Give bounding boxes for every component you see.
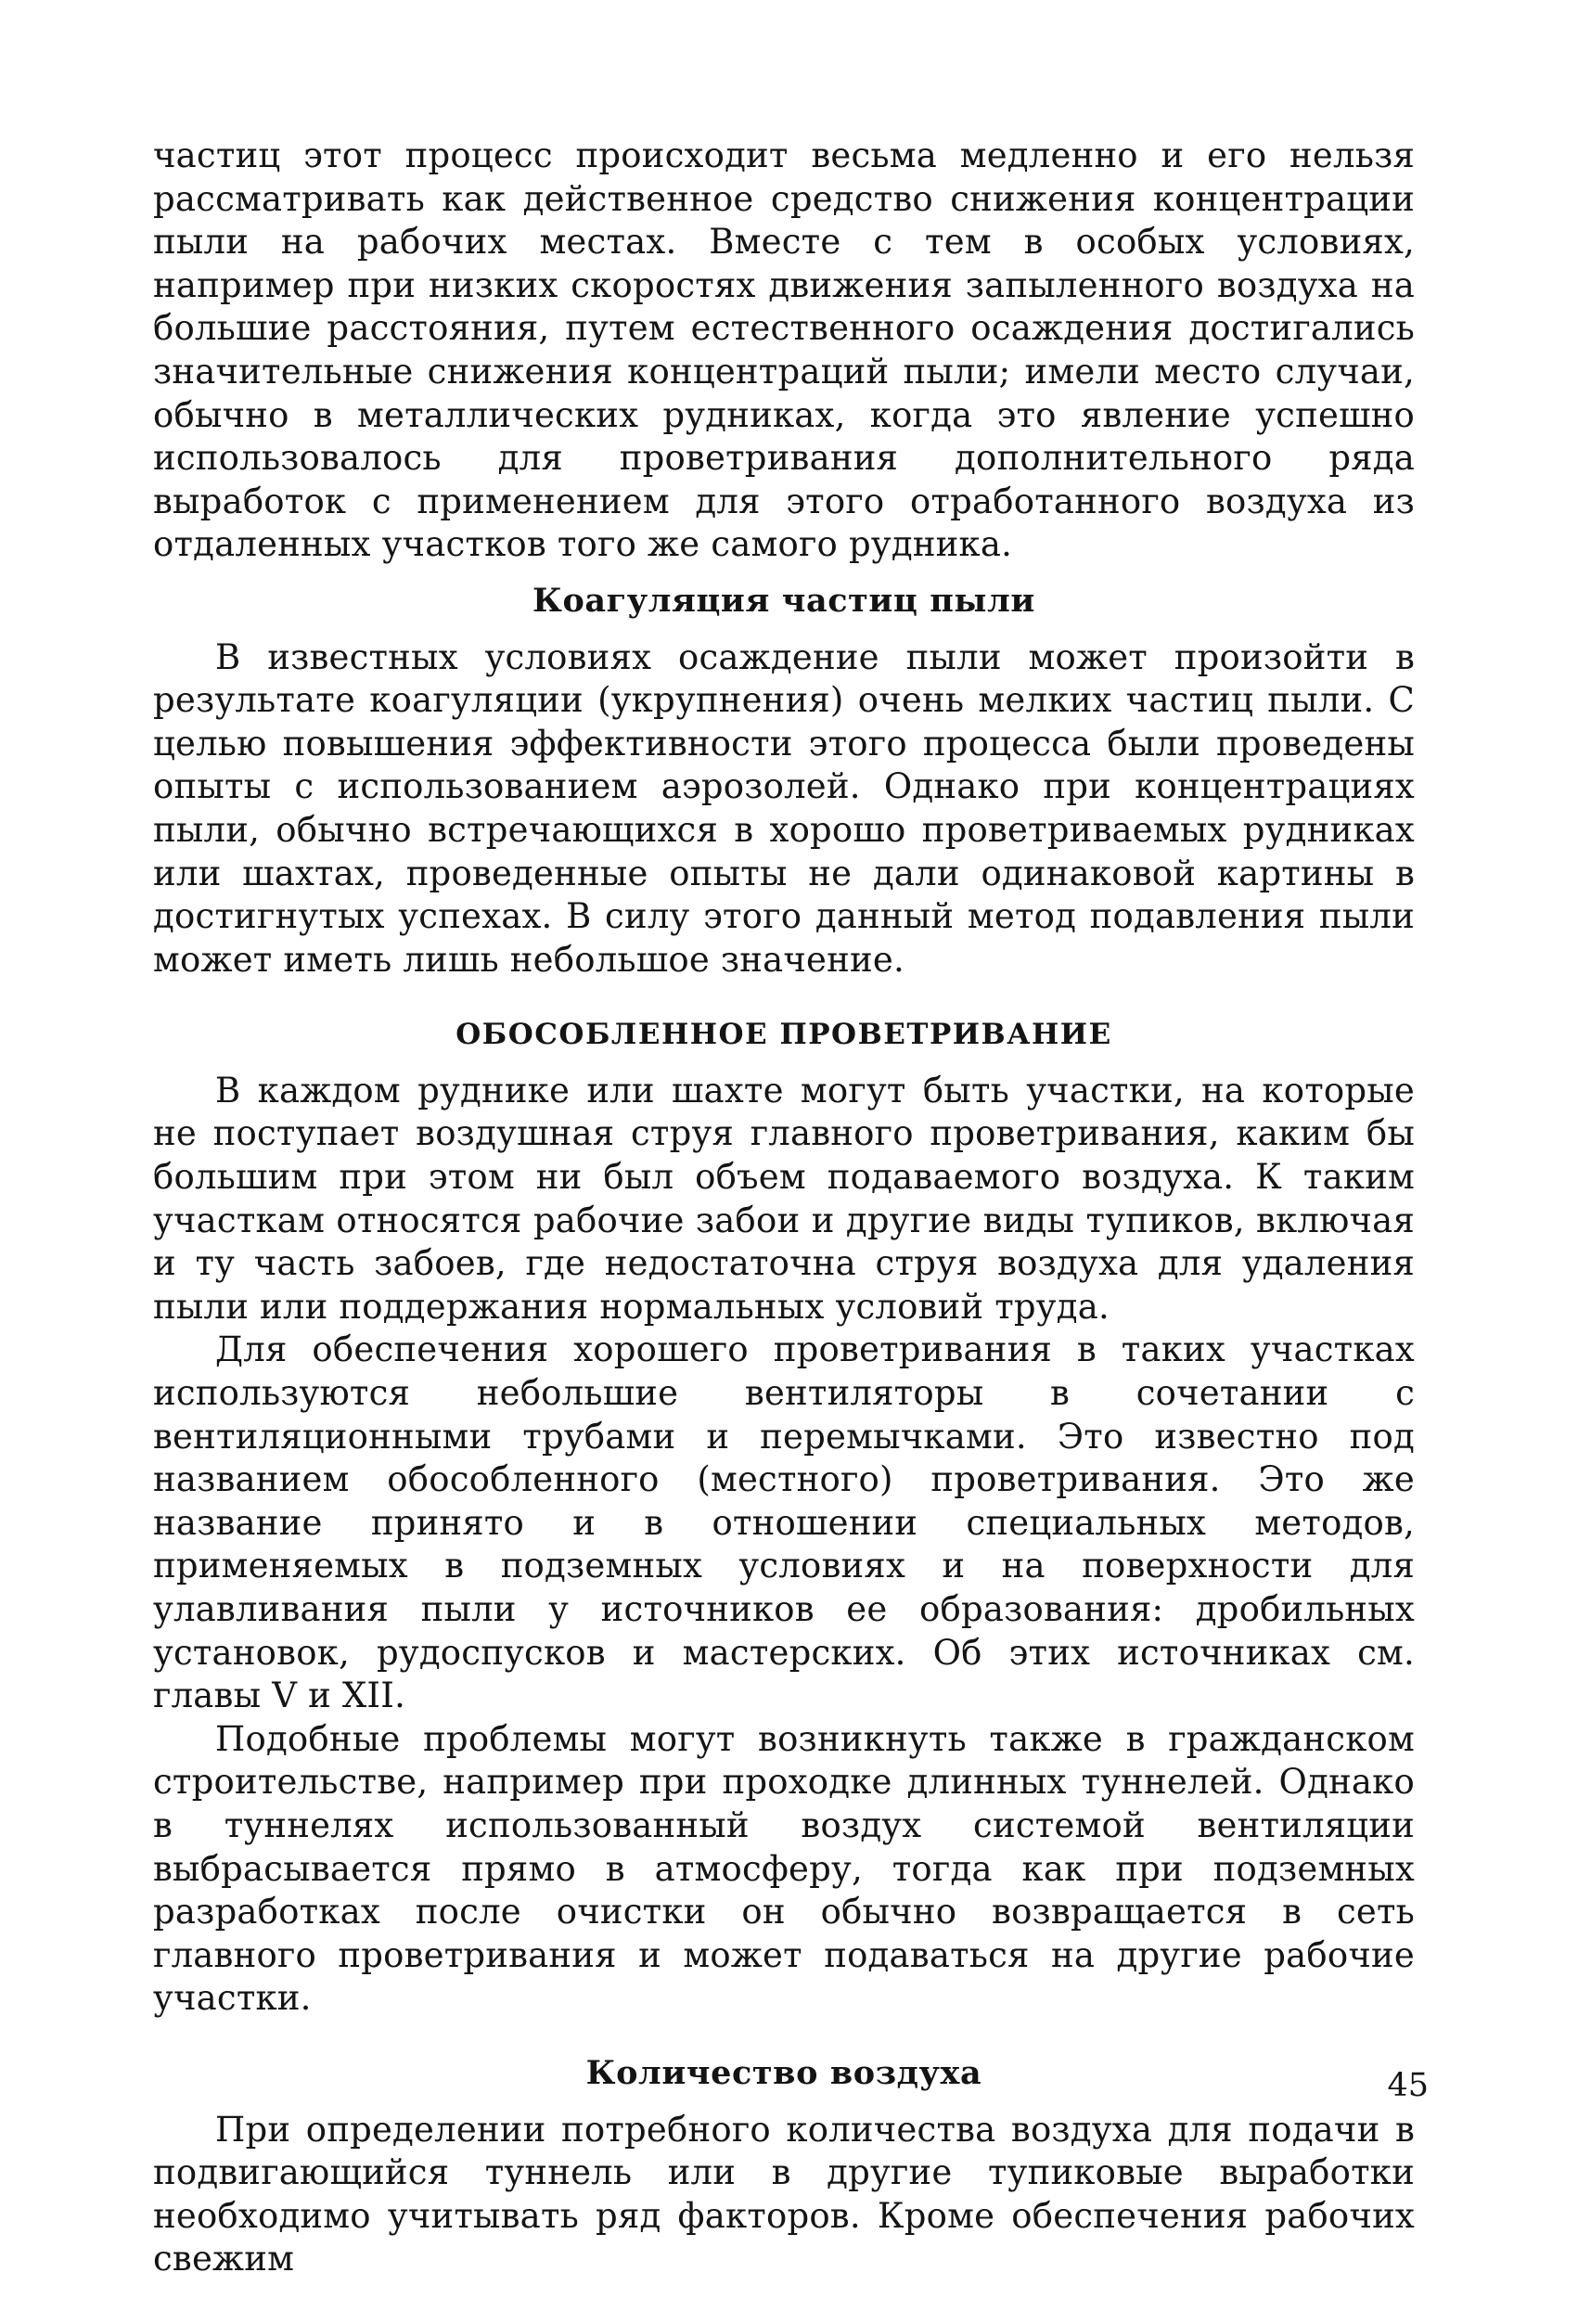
paragraph-coagulation: В известных условиях осаждение пыли может произойти в результате коагуляции (укрупнения) очень мелких частиц пыли. С целью повышения эффективности этого процесса были проведены опыты с использованием аэрозолей. Однако при концентрациях пыли, обычно встречающихся в хорошо проветриваемых рудниках или шахтах, проведенные опыты не дали одинаковой картины в достигнутых успехах. В силу этого данный метод подавления пыли может иметь лишь небольшое значение. <box>153 636 1415 980</box>
paragraph-tunnels: Подобные проблемы могут возникнуть также в гражданском строительстве, например при проходке длинных туннелей. Однако в туннелях использованный воздух системой вентиляции выбрасывается прямо в атмосферу, тогда как при подземных разработках после очистки он обычно возвращается в сеть главного проветривания и может подаваться на другие рабочие участки. <box>153 1718 1415 2019</box>
paragraph-local-fans: Для обеспечения хорошего проветривания в таких участках используются небольшие вентиляторы в сочетании с вентиляционными трубами и перемычками. Это известно под названием обособленного (местного) проветривания. Это же название принято и в отношении специальных методов, применяемых в подземных условиях и на поверхности для улавливания пыли у источников ее образования: дробильных установок, рудоспусков и мастерских. Об этих источниках см. главы V и XII. <box>153 1329 1415 1716</box>
paragraph-settling-continuation: частиц этот процесс происходит весьма медленно и его нельзя рассматривать как действенное средство снижения концентрации пыли на рабочих местах. Вместе с тем в особых условиях, например при низких скоростях движения запыленного воздуха на большие расстояния, путем естественного осаждения достигались значительные снижения концентраций пыли; имели место случаи, обычно в металлических рудниках, когда это явление успешно использовалось для проветривания дополнительного ряда выработок с применением для этого отработанного воздуха из отдаленных участков того же самого рудника. <box>153 135 1415 565</box>
paragraph-dead-end-areas: В каждом руднике или шахте могут быть участки, на которые не поступает воздушная струя главного проветривания, каким бы большим при этом ни был объем подаваемого воздуха. К таким участкам относятся рабочие забои и другие виды тупиков, включая и ту часть забоев, где недостаточна струя воздуха для удаления пыли или поддержания нормальных условий труда. <box>153 1070 1415 1327</box>
heading-separate-ventilation: ОБОСОБЛЕННОЕ ПРОВЕТРИВАНИЕ <box>455 1018 1112 1052</box>
heading-air-quantity: Количество воздуха <box>585 2053 982 2092</box>
text-column <box>153 135 1415 2281</box>
spacer <box>153 982 1415 1013</box>
spacer <box>153 2096 1415 2109</box>
heading-dust-coagulation: Коагуляция частиц пыли <box>532 581 1035 620</box>
page-number: 45 <box>1387 2067 1429 2104</box>
spacer <box>153 567 1415 580</box>
spacer <box>153 2021 1415 2052</box>
paragraph-air-requirements: При определении потребного количества воздуха для подачи в подвигающийся туннель или в другие тупиковые выработки необходимо учитывать ряд факторов. Кроме обеспечения рабочих свежим <box>153 2109 1415 2279</box>
spacer <box>153 623 1415 636</box>
spacer <box>153 1057 1415 1070</box>
